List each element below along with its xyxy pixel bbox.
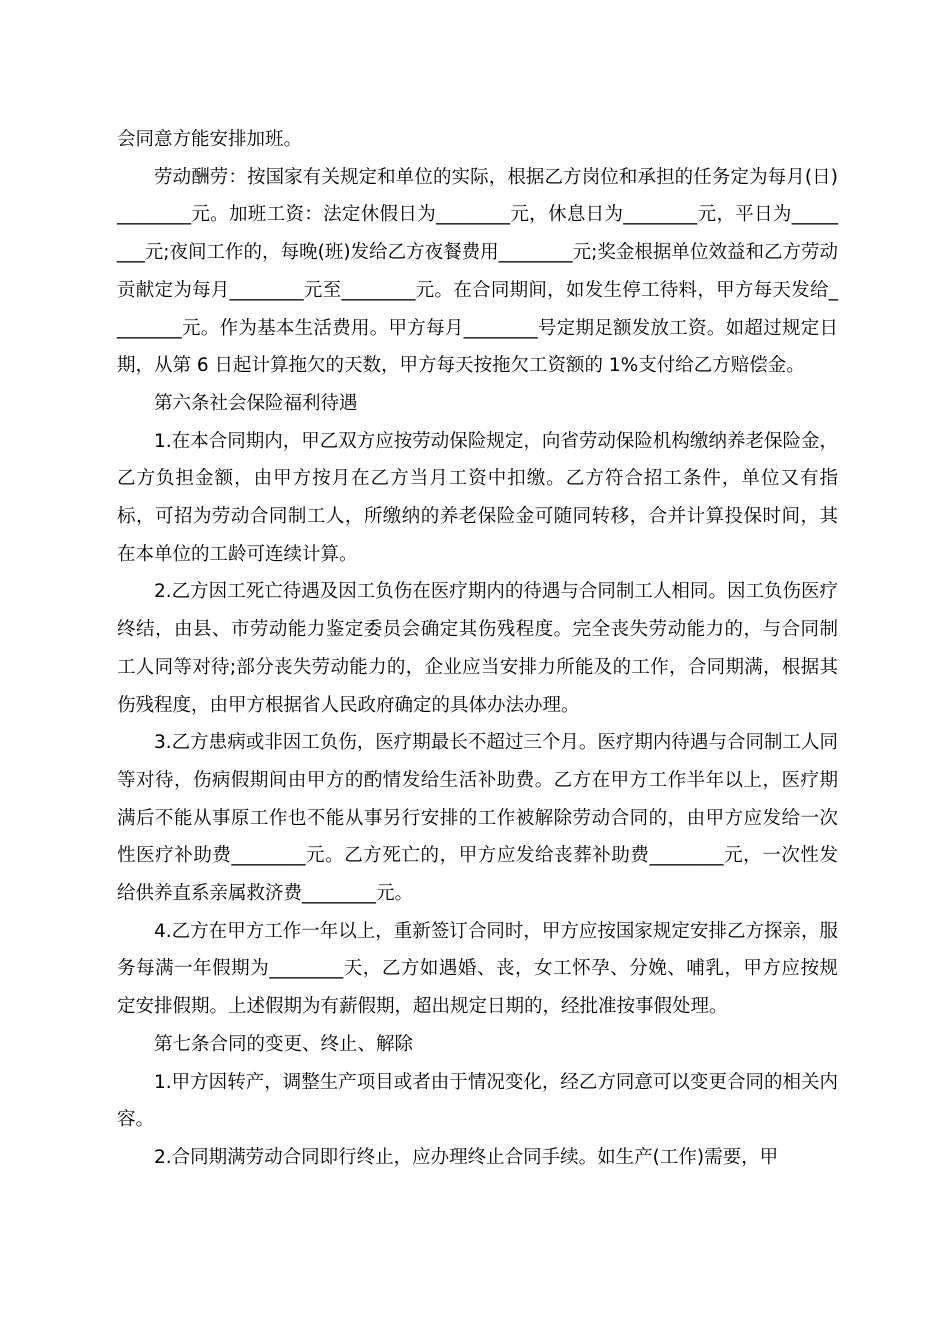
paragraph-article-6-item-4: 4.乙方在甲方工作一年以上，重新签订合同时，甲方应按国家规定安排乙方探亲，服务每满一年假期为________天，乙方如遇婚、丧，女工怀孕、分娩、哺乳，甲方应按规定安排假期。上述假期为有薪假期，超出规定日期的，经批准按事假处理。 [117,920,838,1018]
paragraph-continuation: 会同意方能安排加班。 [117,129,303,150]
paragraph-article-7-item-2: 2.合同期满劳动合同即行终止，应办理终止合同手续。如生产(工作)需要，甲 [154,1146,779,1168]
paragraph-article-6-item-1: 1.在本合同期内，甲乙双方应按劳动保险规定，向省劳动保险机构缴纳养老保险金，乙方负担金额，由甲方按月在乙方当月工资中扣缴。乙方符合招工条件，单位又有指标，可招为劳动合同制工人，所缴纳的养老保险金可随同转移，合并计算投保时间，其在本单位的工龄可连续计算。 [117,430,838,565]
heading-article-6: 第六条社会保险福利待遇 [154,392,358,414]
paragraph-article-6-item-3: 3.乙方患病或非因工负伤，医疗期最长不超过三个月。医疗期内待遇与合同制工人同等对待，伤病假期间由甲方的酌情发给生活补助费。乙方在甲方工作半年以上，医疗期满后不能从事原工作也不能从事另行安排的工作被解除劳动合同的，由甲方应发给一次性医疗补助费________元。乙方死亡的，甲方应发给丧葬补助费________元，一次性发给供养直系亲属救济费________元。 [117,732,838,905]
paragraph-article-7-item-1: 1.甲方因转产，调整生产项目或者由于情况变化，经乙方同意可以变更合同的相关内容。 [117,1071,838,1131]
heading-article-7: 第七条合同的变更、终止、解除 [154,1033,414,1055]
paragraph-remuneration: 劳动酬劳：按国家有关规定和单位的实际，根据乙方岗位和承担的任务定为每月(日)________元。加班工资：法定休假日为________元，休息日为________元，平日为________元;夜间工作的，每晚(班)发给乙方夜餐费用________元;奖金根据单位效益和乙方劳动贡献定为每月________元至________元。在合同期间，如发生停工待料，甲方每天发给________元。作为基本生活费用。甲方每月________号定期足额发放工资。如超过规定日期，从第 6 日起计算拖欠的天数，甲方每天按拖欠工资额的 1%支付给乙方赔偿金。 [117,166,838,377]
paragraph-article-6-item-2: 2.乙方因工死亡待遇及因工负伤在医疗期内的待遇与合同制工人相同。因工负伤医疗终结，由县、市劳动能力鉴定委员会确定其伤残程度。完全丧失劳动能力的，与合同制工人同等对待;部分丧失劳动能力的，企业应当安排力所能及的工作，合同期满，根据其伤残程度，由甲方根据省人民政府确定的具体办法办理。 [117,581,838,716]
